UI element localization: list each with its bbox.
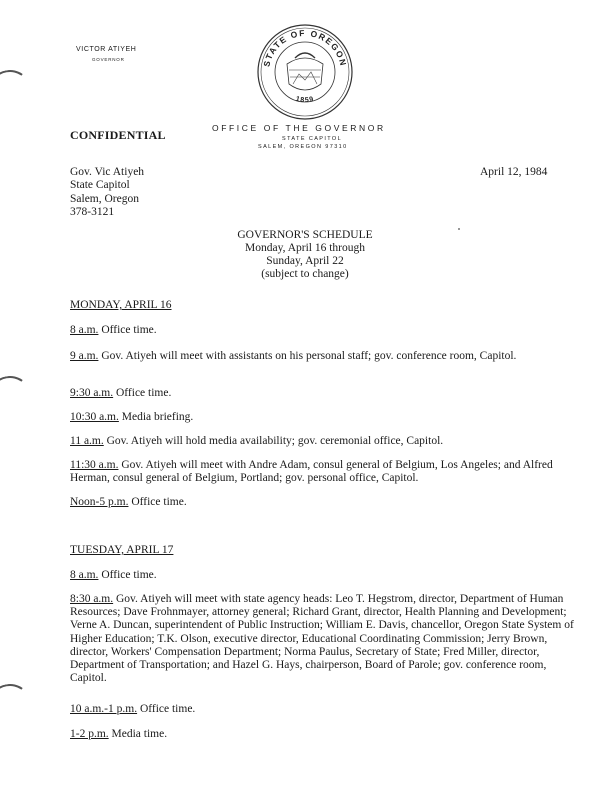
schedule-entry (70, 496, 575, 509)
schedule-entry (70, 459, 575, 485)
schedule-entry (70, 387, 575, 400)
governor-title: GOVERNOR (92, 57, 125, 62)
svg-text:STATE OF OREGON (261, 28, 348, 68)
entry-time: 8 a.m. (70, 569, 99, 581)
office-sub1: STATE CAPITOL (282, 136, 343, 142)
entry-time: 11:30 a.m. (70, 459, 119, 471)
schedule-entry (70, 411, 575, 424)
schedule-note: (subject to change) (261, 268, 349, 280)
entry-text: Office time. (98, 324, 157, 336)
hole-punch-mark (0, 67, 35, 118)
governor-name: VICTOR ATIYEH (76, 46, 137, 53)
schedule-title: GOVERNOR'S SCHEDULE (237, 229, 373, 241)
state-seal-icon (255, 22, 355, 122)
address-line: Gov. Vic Atiyeh (70, 166, 145, 178)
entry-text: Gov. Atiyeh will meet with Andre Adam, consul general of Belgium, Los Angeles; and Alfred Herman, consul general of Belgium, Portland; gov. personal office, Capitol. (70, 459, 553, 485)
entry-time: 1-2 p.m. (70, 728, 109, 740)
entry-text: Office time. (113, 387, 172, 399)
entry-time: 10:30 a.m. (70, 411, 119, 423)
entry-text: Gov. Atiyeh will meet with state agency heads: Leo T. Hegstrom, director, Department of Human Resources; Dave Frohnmayer, attorney general; Richard Grant, director, Health Planning and Development; Verne A. Duncan, superintendent of Public Instruction; William E. Davis, chancellor, Oregon State System of Higher Education; T.K. Olson, executive director, Educational Coordinating Commission; Jerry Brown, director, Workers' Compensation Department; Norma Paulus, Secretary of State; Fred Miller, director, Department of Transportation; and Hazel G. Hays, chairperson, Board of Parole; gov. conference room, Capitol. (70, 593, 574, 685)
schedule-entry (70, 350, 575, 363)
entry-time: 8:30 a.m. (70, 593, 114, 605)
confidential-label: CONFIDENTIAL (70, 128, 166, 142)
entry-time: 9 a.m. (70, 350, 99, 362)
seal-year: 1859 (294, 95, 316, 105)
speck (458, 228, 460, 230)
office-title (212, 123, 386, 150)
entry-text: Gov. Atiyeh will hold media availability; gov. ceremonial office, Capitol. (103, 435, 444, 447)
entry-time: 11 a.m. (70, 435, 104, 447)
schedule-entry (70, 593, 575, 685)
address-line: Salem, Oregon (70, 192, 139, 205)
office-sub2: SALEM, OREGON 97310 (258, 144, 348, 150)
schedule-entry (70, 728, 575, 741)
day-heading-tuesday: TUESDAY, APRIL 17 (70, 544, 174, 556)
schedule-header (180, 229, 430, 281)
entry-time: Noon-5 p.m. (70, 496, 129, 508)
schedule-entry (70, 435, 575, 448)
entry-text: Office time. (128, 496, 187, 508)
entry-time: 10 a.m.-1 p.m. (70, 703, 138, 715)
entry-text: Office time. (137, 703, 196, 715)
entry-time: 9:30 a.m. (70, 387, 114, 399)
entry-time: 8 a.m. (70, 324, 99, 336)
day-heading-monday: MONDAY, APRIL 16 (70, 299, 172, 311)
schedule-entry (70, 569, 575, 582)
entry-text: Gov. Atiyeh will meet with assistants on his personal staff; gov. conference room, Capitol. (98, 350, 517, 362)
hole-punch-mark (0, 373, 35, 424)
svg-text:1859 (295, 96, 315, 104)
schedule-range-end: Sunday, April 22 (266, 255, 344, 267)
schedule-entry (70, 703, 575, 716)
seal-text: STATE OF OREGON (261, 27, 349, 68)
entry-text: Office time. (98, 569, 157, 581)
schedule-entry (70, 324, 575, 337)
return-address (70, 166, 144, 220)
entry-text: Media briefing. (118, 411, 194, 423)
letter-date: April 12, 1984 (480, 166, 548, 178)
address-line: 378-3121 (70, 206, 115, 219)
office-name: OFFICE OF THE GOVERNOR (212, 123, 386, 133)
schedule-range-start: Monday, April 16 through (245, 242, 365, 254)
hole-punch-mark (0, 681, 35, 732)
address-line: State Capitol (70, 179, 130, 192)
entry-text: Media time. (108, 728, 168, 740)
